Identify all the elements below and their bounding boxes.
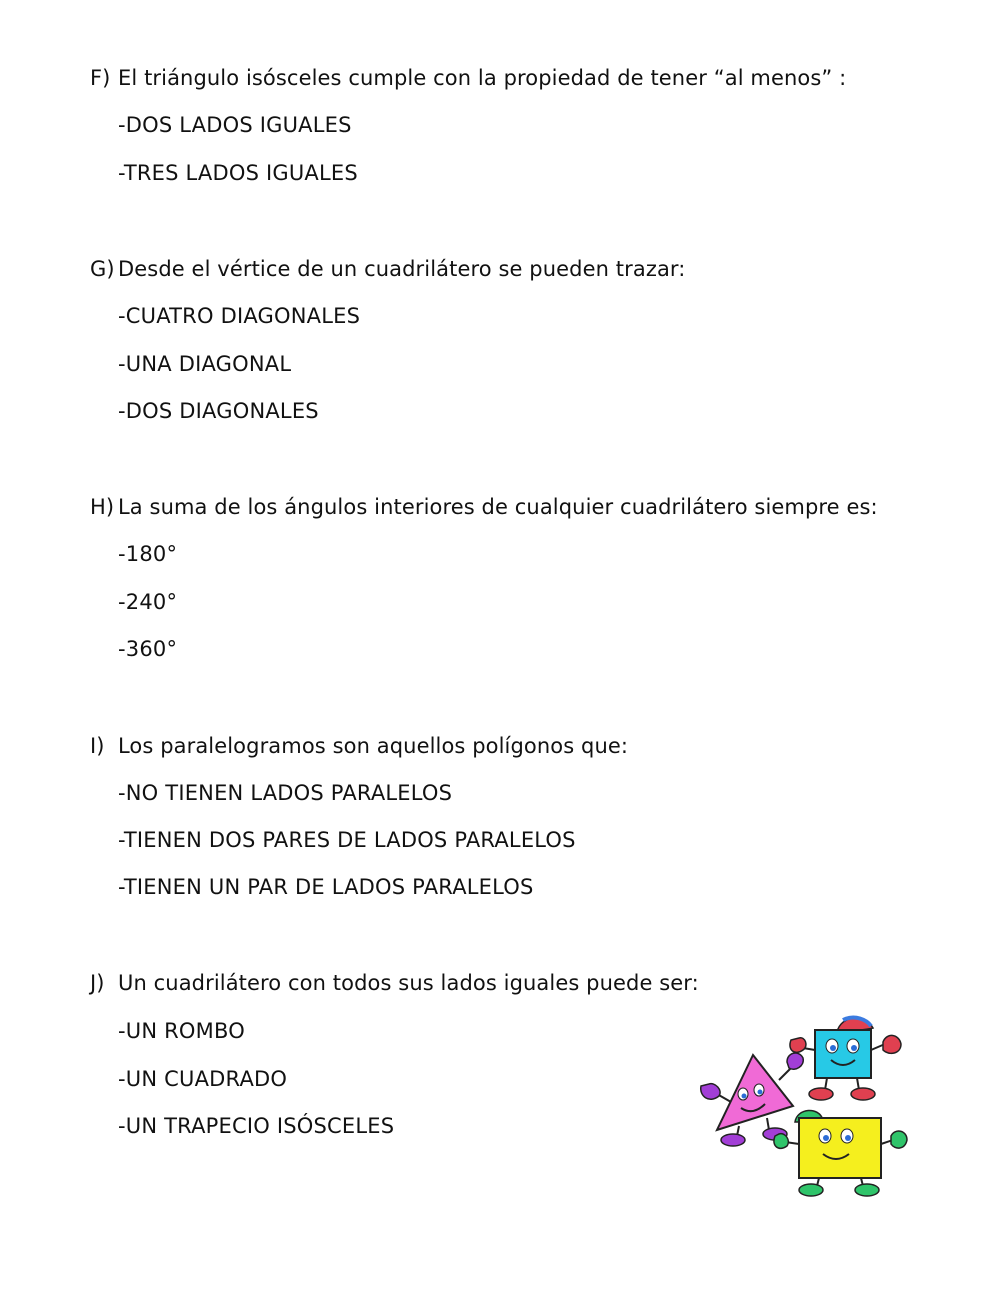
question-f bbox=[90, 65, 846, 91]
option-j-3[interactable]: -UN TRAPECIO ISÓSCELES bbox=[118, 1114, 395, 1138]
question-letter: G) bbox=[90, 257, 115, 281]
square-character bbox=[790, 1018, 901, 1100]
option-g-1[interactable]: -CUATRO DIAGONALES bbox=[118, 304, 361, 328]
question-g bbox=[90, 256, 685, 282]
option-j-2[interactable]: -UN CUADRADO bbox=[118, 1067, 288, 1091]
triangle-character bbox=[701, 1053, 804, 1146]
question-letter: I) bbox=[90, 734, 105, 758]
option-f-1[interactable]: -DOS LADOS IGUALES bbox=[118, 113, 352, 137]
question-text: Desde el vértice de un cuadrilátero se pueden trazar: bbox=[118, 257, 686, 281]
question-text: La suma de los ángulos interiores de cualquier cuadrilátero siempre es: bbox=[118, 495, 878, 519]
option-g-3[interactable]: -DOS DIAGONALES bbox=[118, 399, 319, 423]
option-i-1[interactable]: -NO TIENEN LADOS PARALELOS bbox=[118, 781, 453, 805]
question-letter: F) bbox=[90, 66, 111, 90]
option-h-3[interactable]: -360° bbox=[118, 637, 178, 661]
option-f-2[interactable]: -TRES LADOS IGUALES bbox=[118, 161, 358, 185]
question-letter: H) bbox=[90, 495, 115, 519]
option-g-2[interactable]: -UNA DIAGONAL bbox=[118, 352, 292, 376]
option-h-1[interactable]: -180° bbox=[118, 542, 178, 566]
question-letter: J) bbox=[90, 971, 105, 995]
option-j-1[interactable]: -UN ROMBO bbox=[118, 1019, 245, 1043]
question-text: El triángulo isósceles cumple con la propiedad de tener “al menos” : bbox=[118, 66, 847, 90]
option-i-2[interactable]: -TIENEN DOS PARES DE LADOS PARALELOS bbox=[118, 828, 576, 852]
rectangle-character bbox=[774, 1110, 907, 1196]
question-h bbox=[90, 494, 878, 520]
option-i-3[interactable]: -TIENEN UN PAR DE LADOS PARALELOS bbox=[118, 875, 534, 899]
question-i bbox=[90, 733, 628, 759]
cartoon-shapes-illustration-icon bbox=[695, 1010, 910, 1200]
option-h-2[interactable]: -240° bbox=[118, 590, 178, 614]
question-text: Los paralelogramos son aquellos polígonos que: bbox=[118, 734, 629, 758]
question-j bbox=[90, 970, 699, 996]
question-text: Un cuadrilátero con todos sus lados iguales puede ser: bbox=[118, 971, 699, 995]
